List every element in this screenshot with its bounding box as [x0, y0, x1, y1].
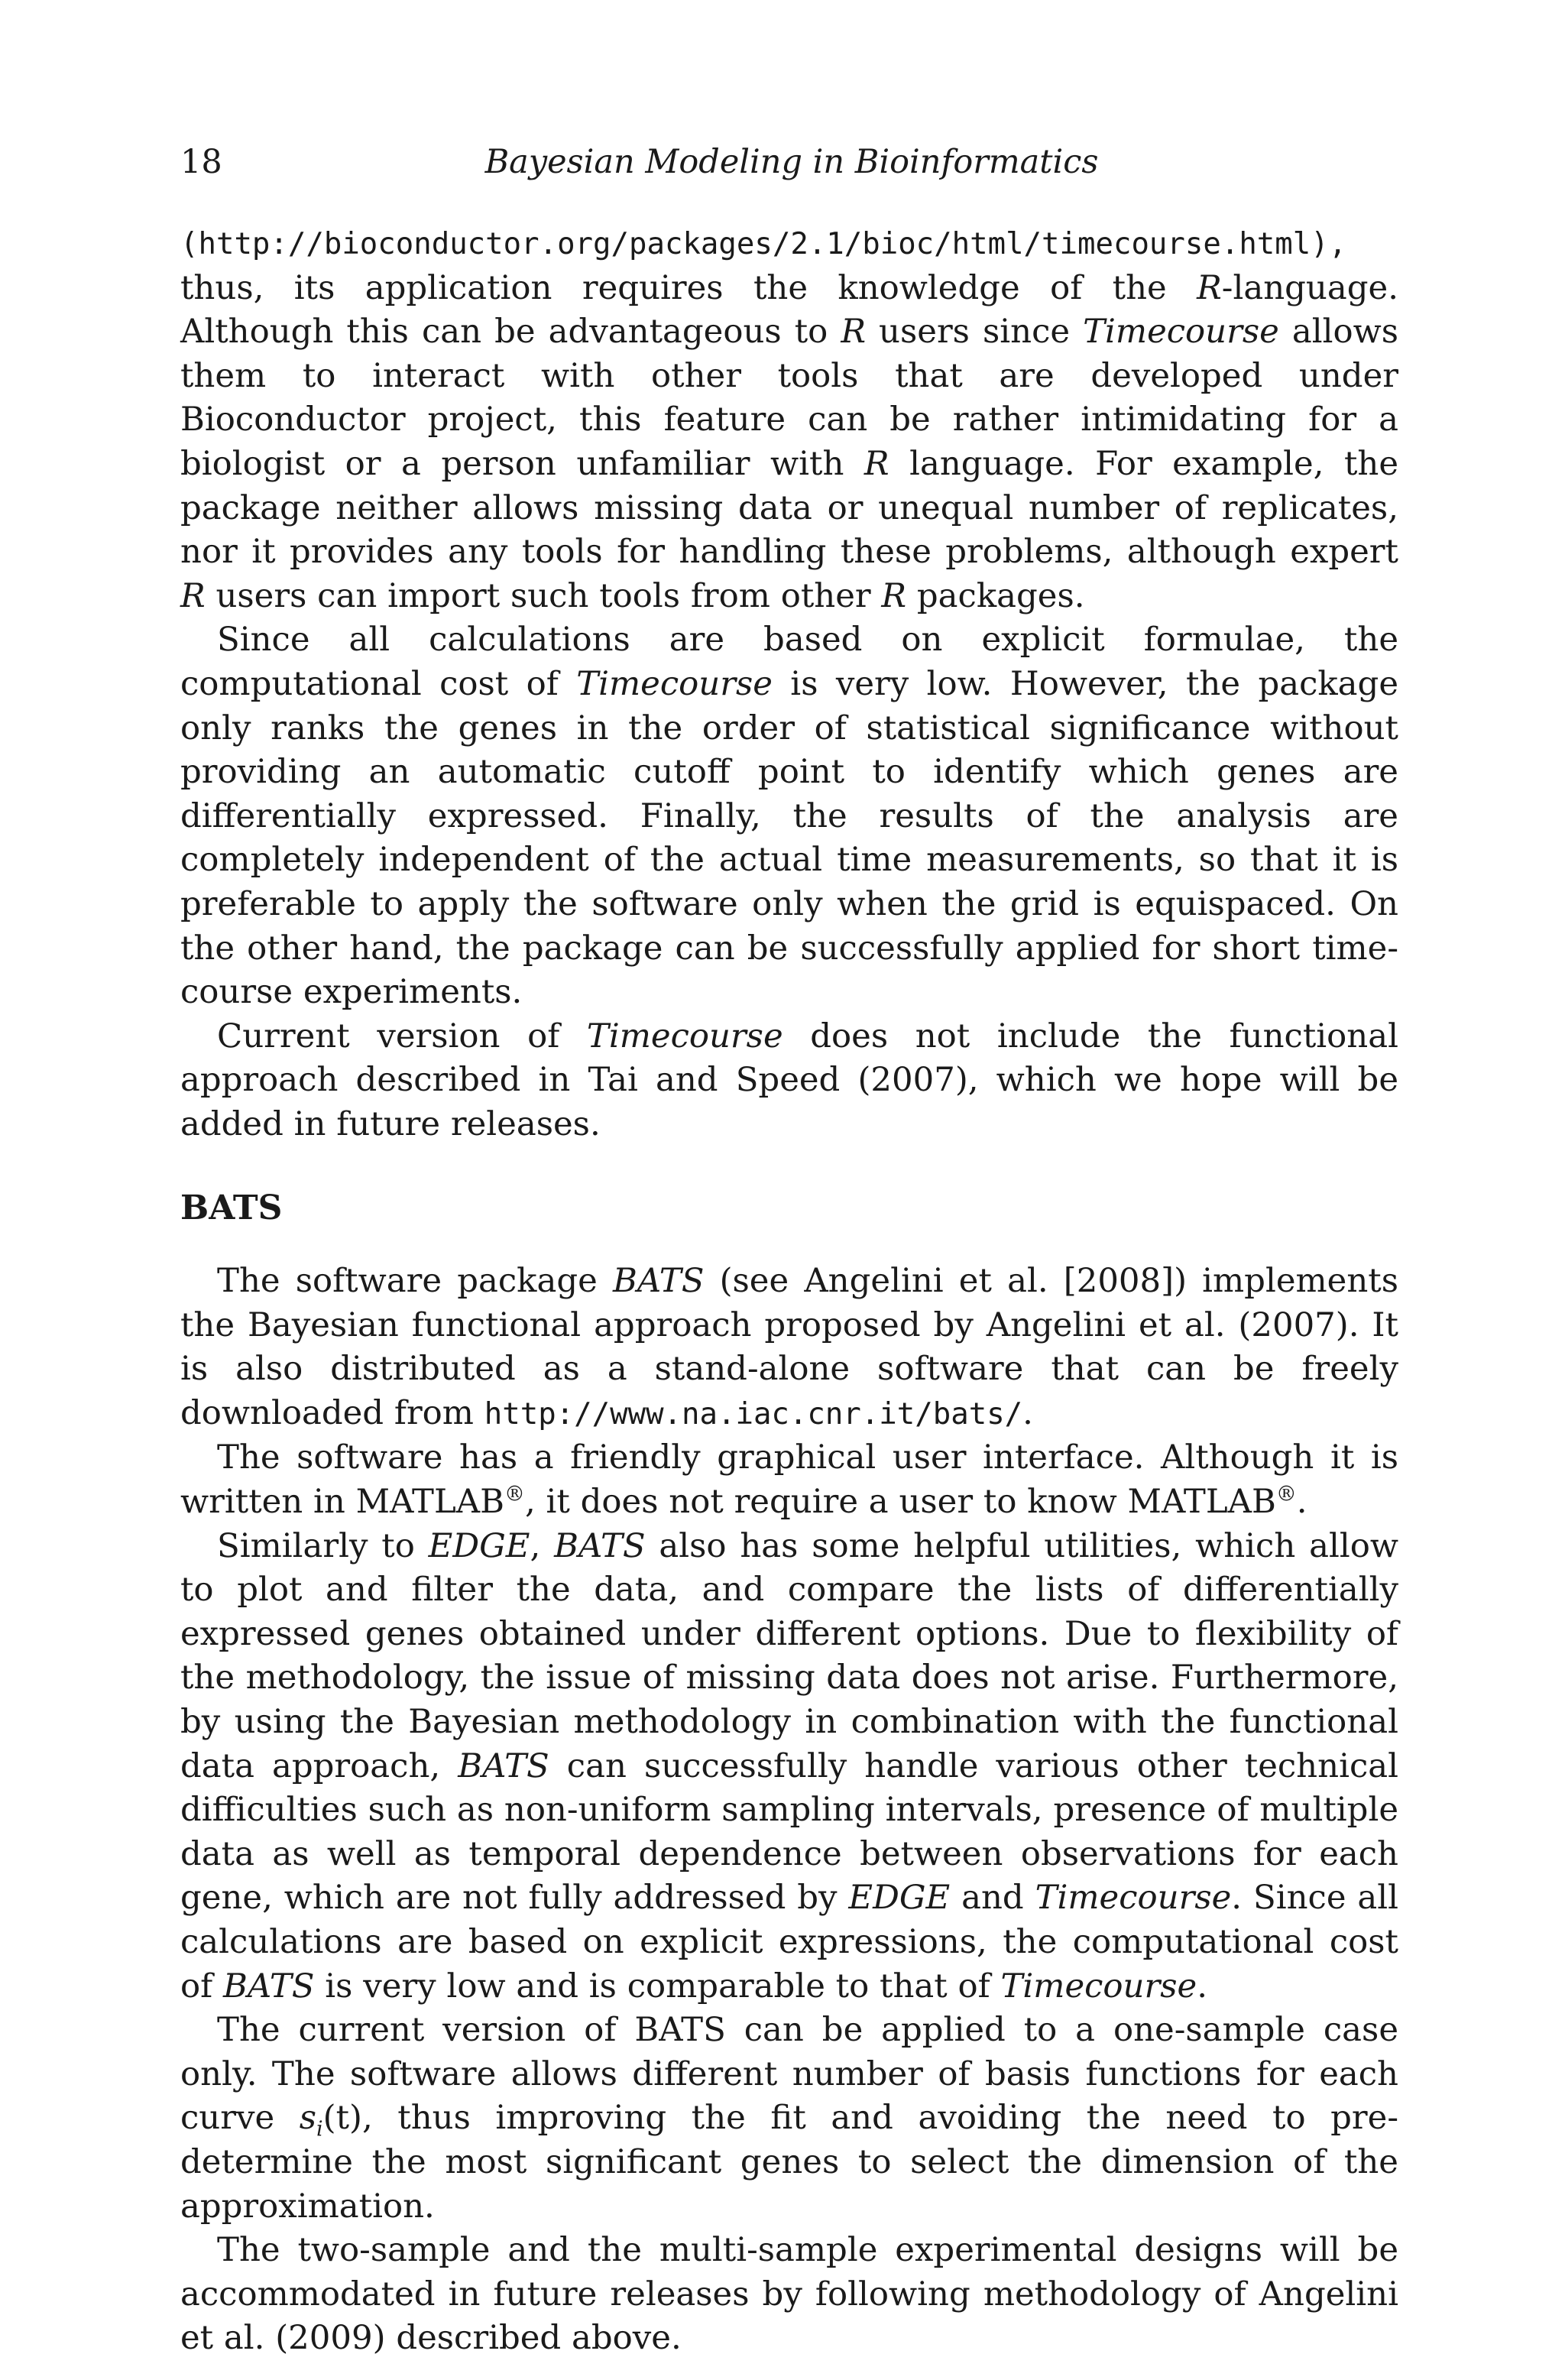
- paragraph-timecourse-cost: Since all calculations are based on explicit formulae, the computational cost of Timecourse is very low. However, the package only ranks the genes in the order of statistical significance without providing an automatic cutoff point to identify which genes are differentially expressed. Finally, the results of the analysis are completely independent of the actual time measurements, so that it is preferable to apply the software only when the grid is equispaced. On the other hand, the package can be successfully applied for short time-course experiments.: [180, 621, 1399, 1012]
- math-arg-t: (t): [322, 2099, 362, 2138]
- paragraph-bats-future: The two-sample and the multi-sample experimental designs will be accommodated in future releases by following methodology of Angelini et al. (2009) described above.: [180, 2231, 1398, 2358]
- running-title: Bayesian Modeling in Bioinformatics: [484, 143, 1099, 181]
- paragraph-bats-intro: The software package BATS (see Angelini et al. [2008]) implements the Bayesian functional approach proposed by Angelini et al. (2007). It is also distributed as a stand-alone software that can be freely downloaded from http://www.na.iac.cnr.it/bats/.: [180, 1262, 1398, 1432]
- paragraph-bats-utilities: Similarly to EDGE, BATS also has some helpful utilities, which allow to plot and filter the data, and compare the lists of differentially expressed genes obtained under different options. Due to flexibility of the methodology, the issue of missing data does not arise. Furthermore, by using the Bayesian methodology in combination with the functional data approach, BATS can successfully handle various other technical difficulties such as non-uniform sampling intervals, presence of multiple data as well as temporal dependence between observations for each gene, which are not fully addressed by EDGE and Timecourse. Since all calculations are based on explicit expressions, the computational cost of BATS is very low and is comparable to that of Timecourse.: [180, 1526, 1398, 2005]
- paragraph-bats-current-version: The current version of BATS can be applied to a one-sample case only. The software allows different number of basis functions for each curve $s_i(t)$, thus improving the fit and avoiding the need to pre-determine the most significant genes to select the dimension of the approximation.: [180, 2011, 1398, 2226]
- registered-mark: ®: [504, 1482, 525, 1506]
- bioconductor-url: (http://bioconductor.org/packages/2.1/bioc/html/timecourse.html),: [180, 227, 1347, 261]
- paragraph-timecourse-r: (http://bioconductor.org/packages/2.1/bioc/html/timecourse.html), thus, its application requires the knowledge of the R-language. Although this can be advantageous to R users since Timecourse allows them to interact with other tools that are developed under Bioconductor project, this feature can be rather intimidating for a biologist or a person unfamiliar with R language. For example, the package neither allows missing data or unequal number of replicates, nor it provides any tools for handling these problems, although expert R users can import such tools from other R packages.: [180, 227, 1399, 615]
- bats-url: http://www.na.iac.cnr.it/bats/: [484, 1396, 1023, 1432]
- section-heading-bats: BATS: [180, 1188, 283, 1228]
- paragraph-bats-gui: The software has a friendly graphical user interface. Although it is written in MATLAB®, it does not require a user to know MATLAB®.: [180, 1438, 1398, 1522]
- math-s: s: [299, 2099, 317, 2138]
- body-text: [180, 222, 1398, 2361]
- paragraph-timecourse-version: Current version of Timecourse does not include the functional approach described in Tai and Speed (2007), which we hope will be added in future releases.: [180, 1017, 1398, 1143]
- math-subscript-i: i: [316, 2118, 323, 2142]
- page-number: 18: [180, 143, 222, 181]
- registered-mark: ®: [1275, 1482, 1297, 1506]
